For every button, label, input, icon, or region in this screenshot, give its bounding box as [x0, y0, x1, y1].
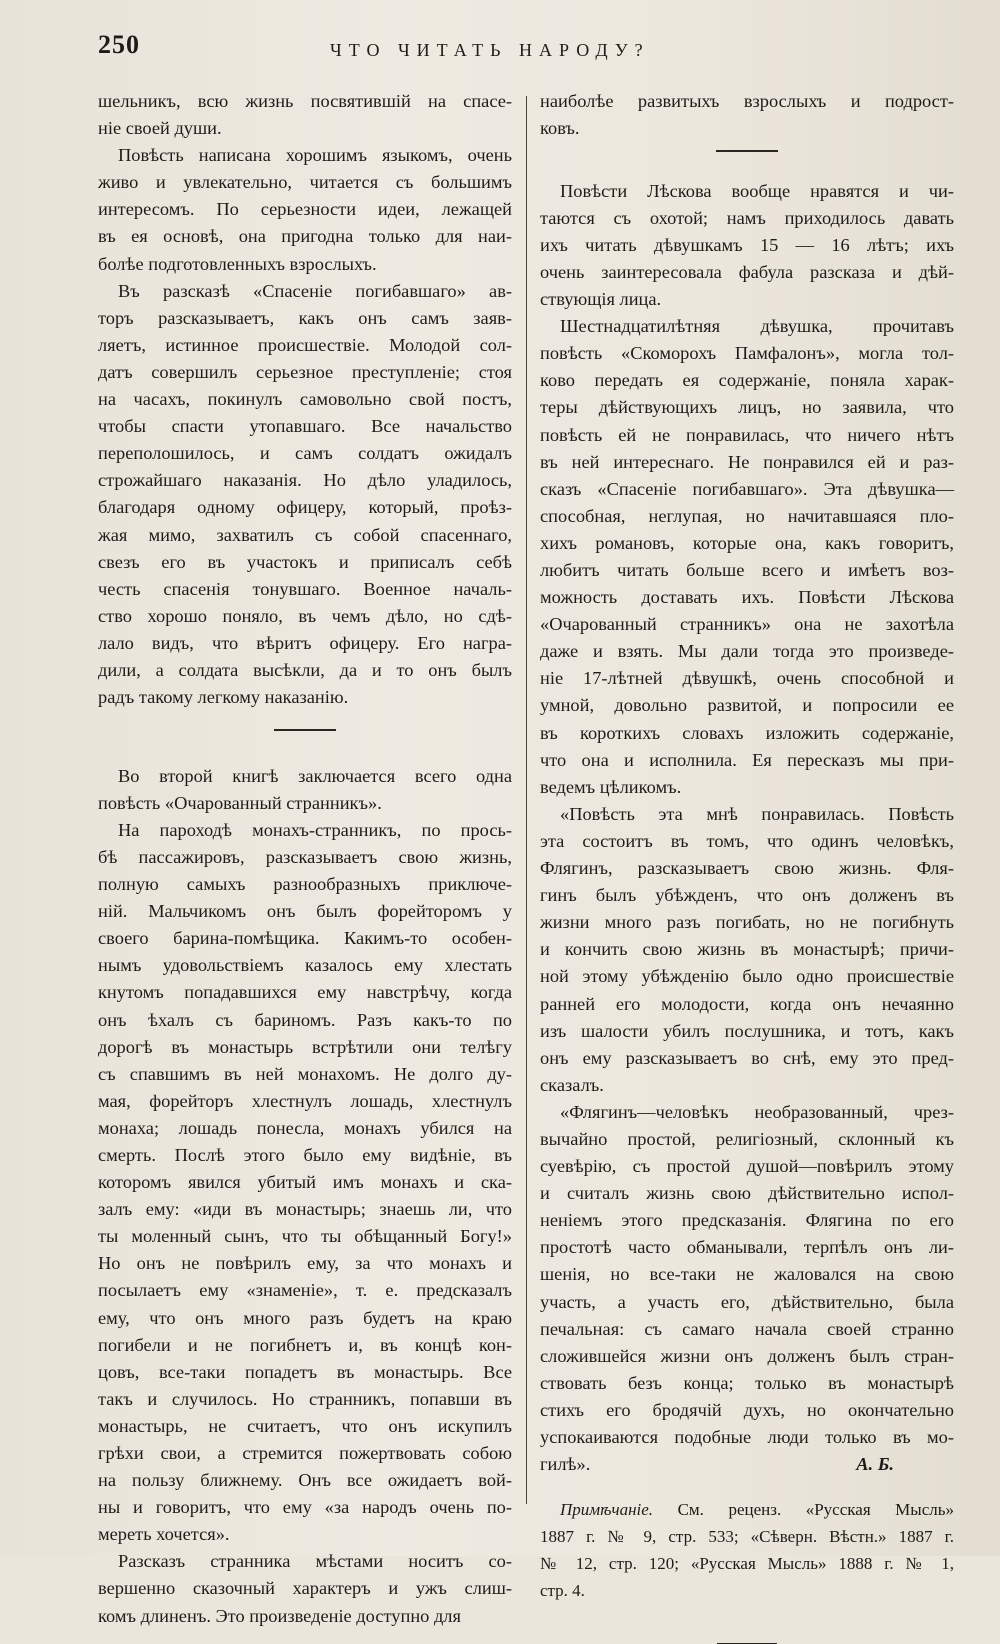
- footnote-label: Примѣчаніе.: [560, 1500, 654, 1520]
- text-line: сказъ «Спасеніе погибавшаго». Эта дѣвушка—: [540, 478, 954, 499]
- text-line: печальная: съ самаго начала своей странно: [540, 1318, 954, 1339]
- text-line: ково передать ея содержаніе, поняла харак-: [540, 370, 954, 391]
- text-line: такъ и случилось. Но странникъ, попавши въ: [98, 1388, 512, 1409]
- text-line: Въ разсказѣ «Спасеніе погибавшаго» ав-: [118, 280, 512, 301]
- text-line: повѣсть ей не понравилась, что ничего нѣтъ: [540, 424, 954, 445]
- text-line: способная, неглупая, но начитавшаяся пло-: [540, 505, 954, 526]
- footnote-text: См. реценз. «Русская Мысль»: [653, 1500, 954, 1520]
- text-line: повѣсть «Очарованный странникъ».: [98, 792, 382, 813]
- text-line: изъ шалости убилъ послушника, и тотъ, какъ: [540, 1020, 954, 1041]
- text-line: Повѣсть написана хорошимъ языкомъ, очень: [118, 145, 512, 166]
- text-line: участь, а участь его, дѣйствительно, была: [540, 1291, 954, 1312]
- text-line: жизни много разъ погибать, но не погибнуть: [540, 912, 954, 933]
- author-signature: А. Б.: [856, 1454, 894, 1475]
- text-line: ему, что онъ много разъ будетъ на краю: [98, 1307, 512, 1328]
- text-line: съ спавшимъ въ ней монахомъ. Не долго ду-: [98, 1063, 512, 1084]
- text-line: жая мимо, захватилъ съ собой спасеннаго,: [98, 524, 512, 545]
- section-divider: [716, 150, 778, 152]
- text-line: строжайшаго наказанія. Но дѣло уладилось,: [98, 470, 512, 491]
- text-line: ніе своей души.: [98, 118, 222, 139]
- text-line: онъ ѣхалъ съ бариномъ. Разъ какъ-то по: [98, 1009, 512, 1030]
- text-line: даже и взять. Мы дали тогда это произведе-: [540, 641, 954, 662]
- text-line: въ ея основѣ, она пригодна только для наи-: [98, 226, 512, 247]
- footnote-line: № 12, стр. 120; «Русская Мысль» 1888 г. № 1,: [540, 1554, 954, 1574]
- text-line: ной этому убѣжденію было одно происшествіе: [540, 966, 954, 987]
- text-line: умной, довольно развитой, и попросили ее: [540, 695, 954, 716]
- text-line: хихъ романовъ, которые она, какъ говоритъ,: [540, 532, 954, 553]
- text-line: интересомъ. По серьезности идеи, лежащей: [98, 199, 512, 220]
- text-line: Разсказъ странника мѣстами носитъ со-: [118, 1551, 512, 1572]
- text-line: шенія, но все-таки не жаловался на свою: [540, 1264, 954, 1285]
- text-line: кнутомъ попадавшихся ему навстрѣчу, когда: [98, 982, 512, 1003]
- text-line: бѣ пассажировъ, разсказываетъ свою жизнь,: [98, 846, 512, 867]
- text-line: ведемъ цѣликомъ.: [540, 776, 682, 797]
- text-line: ранней его молодости, когда онъ нечаянно: [540, 993, 954, 1014]
- text-line: ихъ читать дѣвушкамъ 15 — 16 лѣтъ; ихъ: [540, 234, 954, 255]
- running-title: ЧТО ЧИТАТЬ НАРОДУ?: [330, 40, 650, 60]
- text-line: чтобы спасти утопавшаго. Все начальство: [98, 416, 512, 437]
- text-line: стихъ его бродячій духъ, но окончательно: [540, 1399, 954, 1420]
- text-line: «Повѣсть эта мнѣ понравилась. Повѣсть: [560, 803, 954, 824]
- text-line: смерть. Послѣ этого было ему видѣніе, въ: [98, 1144, 512, 1165]
- text-line: ство хорошо поняло, въ чемъ дѣло, но сдѣ-: [98, 605, 512, 626]
- text-line: ляетъ, истинное происшествіе. Молодой сол-: [98, 334, 512, 355]
- text-line: ны и говоритъ, что ему «за народъ очень по-: [98, 1497, 512, 1518]
- text-line: комъ длиненъ. Это произведеніе доступно для: [98, 1605, 461, 1626]
- text-line: сказалъ.: [540, 1074, 604, 1095]
- text-line: цовъ, все-таки попадетъ въ монастырь. Все: [98, 1361, 512, 1382]
- text-line: погибели и не погибнетъ и, въ концѣ кон-: [98, 1334, 512, 1355]
- text-line: шельникъ, всю жизнь посвятившій на спасе-: [98, 91, 512, 111]
- text-line: мая, форейторъ хлестнулъ лошадь, хлестнулъ: [98, 1090, 512, 1111]
- text-line: монаха; лошадь понесла, монахъ убился на: [98, 1117, 512, 1138]
- text-line: мереть хочется».: [98, 1524, 230, 1545]
- text-line: очень заинтересовала фабула разсказа и дѣй-: [540, 261, 954, 282]
- text-line: эта состоитъ въ томъ, что одинъ человѣкъ,: [540, 830, 954, 851]
- text-line: таются съ охотой; намъ приходилось давать: [540, 207, 954, 228]
- right-column: [540, 88, 954, 1644]
- text-line: въ короткихъ словахъ изложить содержаніе,: [540, 722, 954, 743]
- text-line: ты моленный сынъ, что ты обѣщанный Богу!»: [98, 1226, 512, 1247]
- text-line: посылаетъ ему «знаменіе», т. е. предсказалъ: [98, 1280, 512, 1301]
- text-line: болѣе подготовленныхъ взрослыхъ.: [98, 253, 377, 274]
- text-line: гинъ былъ убѣжденъ, что онъ долженъ въ: [540, 885, 954, 906]
- text-line: сложившейся жизни онъ долженъ былъ стран-: [540, 1345, 954, 1366]
- text-line: и кончить свою жизнь въ монастырѣ; причи-: [540, 939, 954, 960]
- text-line: повѣсть «Скоморохъ Памфалонъ», могла тол-: [540, 343, 954, 364]
- footnote-line: [540, 1496, 954, 1523]
- text-line: своего барина-помѣщика. Какимъ-то особен-: [98, 928, 512, 949]
- text-line: ковъ.: [540, 118, 580, 139]
- text-line: ствующія лица.: [540, 289, 662, 310]
- text-line: лало видъ, что вѣритъ офицеру. Его награ-: [98, 632, 512, 653]
- text-line: дорогѣ въ монастырь встрѣтили они телѣгу: [98, 1036, 512, 1057]
- text-line: что она и исполнила. Ея пересказъ мы при-: [540, 749, 954, 770]
- text-line: наиболѣе развитыхъ взрослыхъ и подрост-: [540, 91, 954, 111]
- text-line: Но онъ не повѣрилъ ему, за что монахъ и: [98, 1253, 512, 1274]
- text-line: Во второй книгѣ заключается всего одна: [118, 765, 512, 786]
- text-line: залъ ему: «иди въ монастырь; знаешь ли, что: [98, 1199, 512, 1220]
- text-line: на часахъ, покинулъ самовольно свой постъ,: [98, 389, 512, 410]
- text-line: свезъ его въ участокъ и приписалъ себѣ: [98, 551, 512, 572]
- footnote: [540, 1496, 954, 1604]
- text-line: грѣхи свои, а стремится пожертвовать собою: [98, 1443, 512, 1463]
- text-line: теры дѣйствующихъ лицъ, но заявила, что: [540, 397, 954, 418]
- text-line: простотѣ часто обманывали, терпѣлъ онъ ли-: [540, 1237, 954, 1258]
- text-line: «Флягинъ—человѣкъ необразованный, чрез-: [560, 1101, 954, 1122]
- text-line: переполошилось, и самъ солдатъ ожидалъ: [98, 443, 512, 464]
- text-line: въ ней интереснаго. Не понравился ей и раз-: [540, 451, 954, 472]
- column-divider: [526, 96, 527, 1504]
- text-line: которомъ явился убитый имъ монахъ и ска-: [98, 1172, 512, 1193]
- text-line: На пароходѣ монахъ-странникъ, по прось-: [118, 819, 512, 840]
- text-line: полную самыхъ разнообразныхъ приключе-: [98, 874, 512, 895]
- text-line: датъ совершилъ серьезное преступленіе; стоя: [98, 361, 512, 382]
- text-line: дили, а солдата высѣкли, да и то онъ былъ: [98, 659, 512, 680]
- text-line: на пользу ближнему. Онъ все ожидаетъ вой-: [98, 1470, 512, 1491]
- text-line: ствовать безъ конца; только въ монастырѣ: [540, 1372, 954, 1393]
- text-line: «Очарованный странникъ» она не захотѣла: [540, 614, 954, 635]
- text-line: суевѣрію, съ простой душой—повѣрилъ этому: [540, 1156, 954, 1177]
- page-number: 250: [98, 30, 140, 59]
- text-line: успокаиваются подобные люди только въ мо-: [540, 1427, 954, 1447]
- text-line: и считалъ жизнь свою дѣйствительно испол-: [540, 1183, 954, 1204]
- text-line: любитъ читать больше всего и имѣетъ воз-: [540, 560, 954, 580]
- text-line: благодаря одному офицеру, который, проѣз-: [98, 497, 512, 518]
- footnote-line: 1887 г. № 9, стр. 533; «Сѣверн. Вѣстн.» 1887 г.: [540, 1527, 954, 1547]
- text-line: можность доставать ихъ. Повѣсти Лѣскова: [540, 587, 954, 608]
- text-line: вычайно простой, религіозный, склонный къ: [540, 1128, 954, 1149]
- text-line: Повѣсти Лѣскова вообще нравятся и чи-: [560, 180, 954, 201]
- text-line: монастырь, не считаетъ, что онъ искупилъ: [98, 1415, 512, 1436]
- text-line: нымъ удовольствіемъ казалось ему хлестать: [98, 955, 512, 976]
- left-column: [98, 88, 512, 1630]
- text-line: гилѣ». А. Б.: [540, 1451, 954, 1478]
- text-line: Шестнадцатилѣтняя дѣвушка, прочитавъ: [560, 316, 954, 337]
- footnote-line: стр. 4.: [540, 1581, 585, 1601]
- text-line: онъ ему разсказываетъ во снѣ, ему это пред-: [540, 1047, 954, 1068]
- section-divider: [274, 729, 336, 731]
- text-line: торъ разсказываетъ, какъ онъ самъ заяв-: [98, 307, 512, 328]
- text-line: Флягинъ, разсказываетъ свою жизнь. Фля-: [540, 858, 954, 879]
- text-line: вершенно сказочный характеръ и ужъ слиш-: [98, 1578, 512, 1599]
- text-line: неніемъ этого предсказанія. Флягина по его: [540, 1210, 954, 1231]
- text-line: честь спасенія тонувшаго. Военное началь-: [98, 578, 512, 599]
- text-line: ніе 17-лѣтней дѣвушкѣ, очень способной и: [540, 668, 954, 689]
- text-line: живо и увлекательно, читается съ большимъ: [98, 172, 512, 193]
- text-line: радъ такому легкому наказанію.: [98, 687, 349, 708]
- text-line: ній. Мальчикомъ онъ былъ форейторомъ у: [98, 901, 512, 922]
